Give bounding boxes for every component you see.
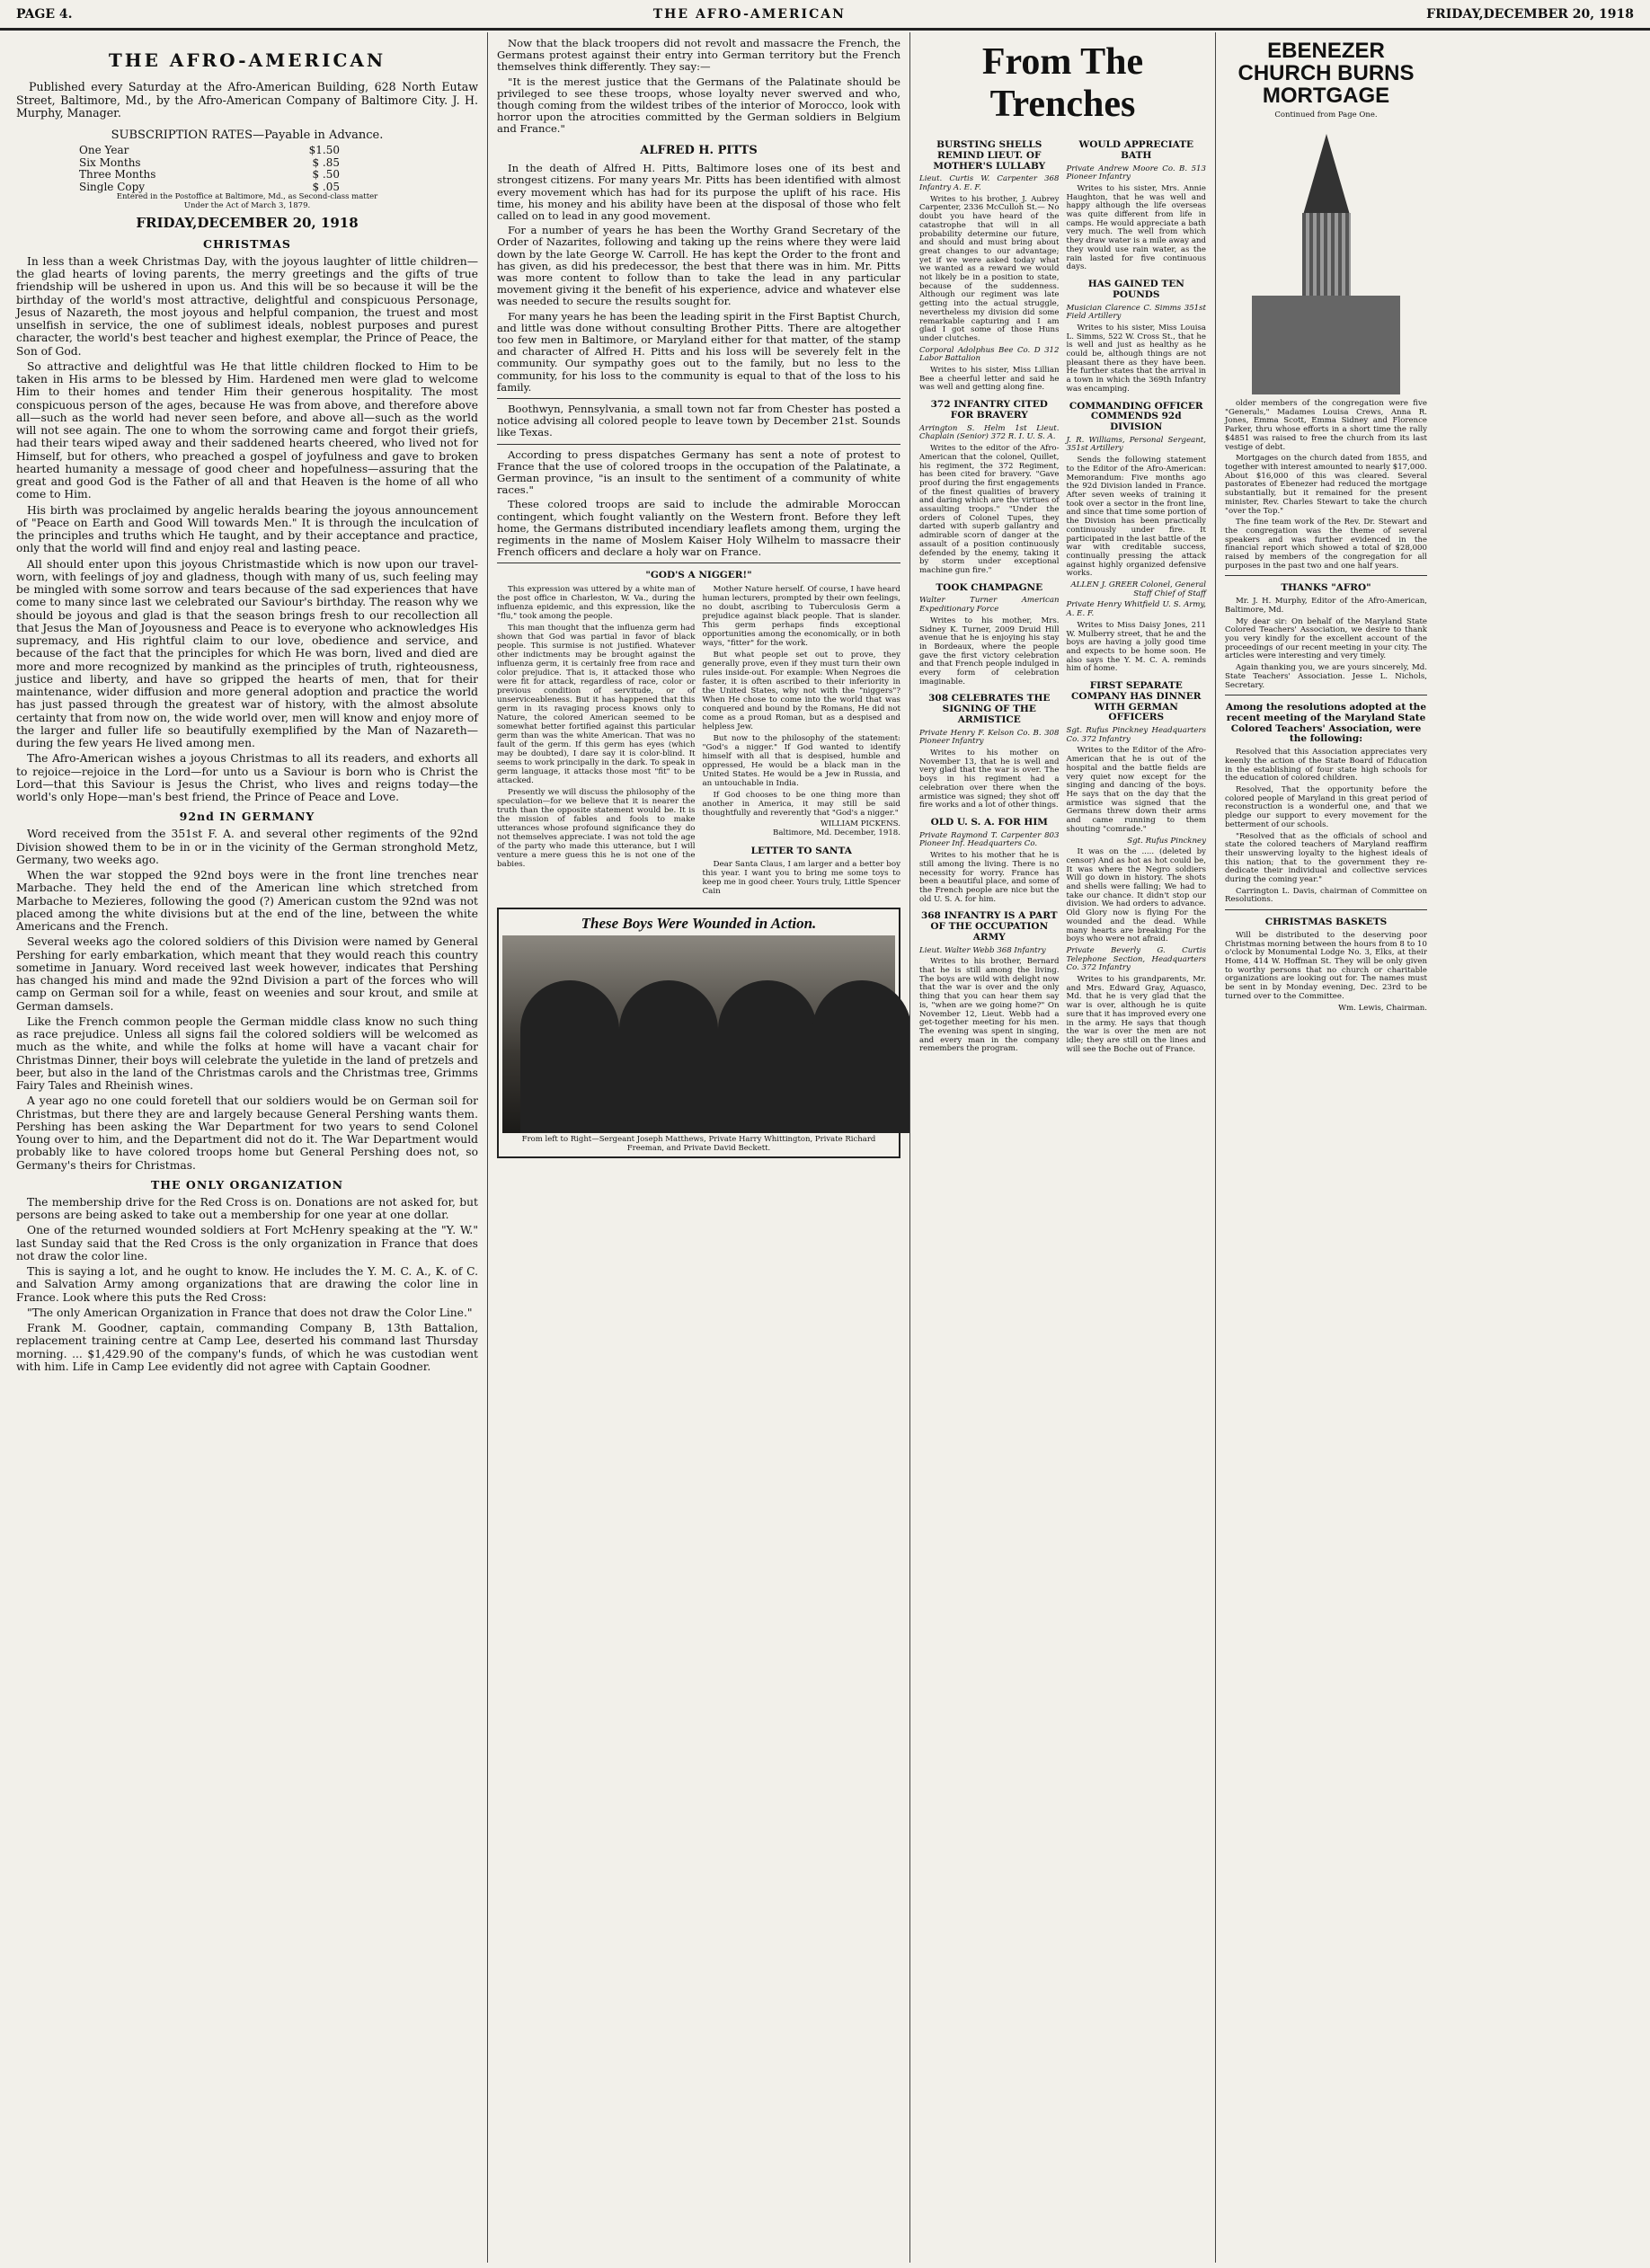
gods-signature-place: Baltimore, Md. December, 1918.	[773, 828, 900, 838]
act-notice: Under the Act of March 3, 1879.	[183, 200, 311, 210]
thanks-paragraph: Mr. J. H. Murphy, Editor of the Afro-American, Baltimore, Md.	[1225, 597, 1427, 615]
header-date: FRIDAY,DECEMBER 20, 1918	[1426, 6, 1634, 22]
letter-byline: Private Raymond T. Carpenter 803 Pioneer Inf. Headquarters Co.	[919, 830, 1060, 849]
germany-headline: 92nd IN GERMANY	[179, 810, 315, 824]
continued-note: Continued from Page One.	[1274, 110, 1378, 120]
letter-headline: WOULD APPRECIATE BATH	[1078, 139, 1194, 161]
gods-article	[497, 585, 900, 899]
church-paragraph: older members of the congregation were five "Generals," Madames Louisa Crews, Anna R. Jones, Emma Scott, Emma Sidney and Florence Parker, thru whose efforts in a short time the rally $4851 was raised to free the church from its last vestige of debt.	[1225, 399, 1427, 452]
black-troopers-intro: Now that the black troopers did not revolt and massacre the French, the Germans protest against their entry into German territory but the French themselves think differently. They say:—	[497, 37, 900, 74]
letter-text: Writes to his grandparents, Mr. and Mrs. Edward Gray, Aquasco, Md. that he is very glad that the war is over, although he is quite sure that it has improved every one in the army. He says that though the war is over the men are not idle; they are still on the lines and will see the Boche out of France.	[1066, 975, 1206, 1054]
church-paragraph: Mortgages on the church dated from 1855, and together with interest amounted to nearly $17,000. About $16,000 of this was cleared. Several pastorates of Ebenezer had reduced the mortgage substantially, but it remained for the present minister, Rev. Charles Stewart to take the church "over the Top."	[1225, 454, 1427, 516]
subscription-rates	[79, 145, 340, 193]
church-headline: EBENEZER CHURCH BURNS MORTGAGE	[1238, 39, 1415, 109]
soldier-figure	[619, 980, 718, 1133]
dateline: FRIDAY,DECEMBER 20, 1918	[136, 215, 359, 232]
letter-text: Writes to his sister, Mrs. Annie Haughton, that he was well and happy although the life overseas was quite different from life in camps. He would appreciate a bath very much. The well from which they draw water is a mile away and they would use rain water, as the rain lasted for five continuous days.	[1066, 183, 1206, 272]
masthead: THE AFRO-AMERICAN	[108, 49, 386, 71]
letter-byline: ALLEN J. GREER Colonel, General Staff Chief of Staff	[1070, 580, 1206, 598]
subscription-title: SUBSCRIPTION RATES—Payable in Advance.	[111, 128, 384, 142]
letter-text: Writes to his mother, Mrs. Sidney K. Turner, 2009 Druid Hill avenue that he is enjoying his stay in Bordeaux, where the people gave the first victory celebration and that French people indulged in every form of celebration imaginable.	[919, 616, 1060, 687]
divider	[1225, 575, 1427, 576]
trenches-column	[910, 32, 1216, 2263]
christmas-headline: CHRISTMAS	[203, 236, 291, 251]
letter-headline: BURSTING SHELLS REMIND LIEUT. OF MOTHER'S LULLABY	[933, 139, 1046, 172]
divider	[497, 444, 900, 445]
wounded-photo-box	[497, 908, 900, 1158]
letter-headline: HAS GAINED TEN POUNDS	[1087, 279, 1184, 300]
letter-headline: FIRST SEPARATE COMPANY HAS DINNER WITH GERMAN OFFICERS	[1071, 680, 1202, 723]
thanks-headline: THANKS "AFRO"	[1281, 582, 1371, 594]
letter-text: Writes to his brother, J. Aubrey Carpenter, 2336 McCulloh St.— No doubt you have heard of the catastrophe that will in all probability determine our future, and should and must bring about great changes to our advantage; yet if we were asked today what we wanted as a reward we would not likely be in a position to state, because of the suddenness. Although our regiment was late getting into the actual struggle, nevertheless my division did some remarkable capturing and I am glad I got some of those Huns under clutches.	[919, 194, 1060, 343]
page-number: PAGE 4.	[16, 6, 73, 22]
church-paragraph: The fine team work of the Rev. Dr. Stewart and the congregation was the theme of several speakers and was further evidenced in the financial report which showed a total of $28,000 raised by members of the congregation for all purposes in the past two and one half years.	[1225, 518, 1427, 571]
gods-signature: WILLIAM PICKENS.	[820, 819, 900, 829]
columns	[7, 32, 1643, 2263]
organization-headline: THE ONLY ORGANIZATION	[150, 1177, 344, 1192]
resolution-paragraph: "Resolved that as the officials of school and state the colored teachers of Maryland reaffirm their unswerving loyalty to the highest ideals of this nation; that to the government they re-dedicate their individual and collective services during the coming year."	[1225, 831, 1427, 885]
letter-headline: COMMANDING OFFICER COMMENDS 92d DIVISION	[1069, 400, 1203, 433]
letter-byline: Lieut. Curtis W. Carpenter 368 Infantry A. E. F.	[919, 174, 1060, 193]
letter-byline: Walter Turner American Expeditionary Force	[919, 596, 1060, 615]
dispatch-item: These colored troops are said to include the admirable Moroccan contingent, which fought valiantly on the Western front. Before they left home, the Germans distributed incendiary leaflets among them, urging the regiments in the name of Moslem Kaiser Holy Wilhelm to massacre their French officers and declare a holy war on France.	[497, 498, 900, 559]
resolution-paragraph: Resolved that this Association appreciates very keenly the action of the State Board of Education in the establishing of four state high schools for the education of colored children.	[1225, 748, 1427, 784]
letter-byline: Private Beverly G. Curtis Telephone Section, Headquarters Co. 372 Infantry	[1066, 945, 1206, 973]
church-spire	[1303, 134, 1350, 215]
soldier-figure	[812, 980, 910, 1133]
letter-byline: Sgt. Rufus Pinckney Headquarters Co. 372 Infantry	[1066, 726, 1206, 744]
church-column	[1216, 32, 1436, 2263]
trenches-title: From The Trenches	[981, 41, 1144, 126]
baskets-signature: Wm. Lewis, Chairman.	[1338, 1003, 1427, 1013]
trenches-right	[1067, 133, 1207, 1057]
letter-text: Writes to the editor of the Afro-American that the colonel, Quillet, his regiment, the 372 Regiment, has been cited for bravery. "Gave proof during the first engagements of the finest qualities of bravery and daring which are the virtues of assaulting troops." "Under the orders of Colonel Tupes, they darted with superb gallantry and admirable scorn of danger at the assault of a position continuously defended by the enemy, taking it by storm under exceptional machine gun fire."	[919, 444, 1060, 575]
santa-letter: Dear Santa Claus, I am larger and a better boy this year. I want you to bring me some toys to keep me in good cheer. Yours truly, Little Spencer Cain	[702, 860, 900, 897]
letter-headline: 368 INFANTRY IS A PART OF THE OCCUPATION ARMY	[920, 910, 1058, 943]
gods-article-right: Mother Nature herself. Of course, I have heard human lecturers, prompted by their own feelings, no doubt, ascribing to Tuberculosis Germ a prejudice against black people. That is slander. This germ perhaps finds exceptional opportunities among the economically, or in both ways, "fitter" for the work. But what people set out to prove, they generally prove, even if they must turn their own rules inside-out. For example: When Negroes die faster, it is often ascribed to their inferiority in the United States, why not with the "niggers"? When He chose to come into the world that was conquered and bound by the Romans, He did not come as a proud Roman, but as a despised and helpless Jew. But now to the philosophy of the statement: "God's a nigger." If God wanted to identify himself with all that is despised, humble and oppressed, He would be a black man in the United States. He would be a Jew in Russia, and an untouchable in India. If God chooses to be one thing more than another in America, it may still be said thoughtfully and reverently that "God's a nigger." WILLIAM PICKENS. Baltimore, Md. December, 1918. LETTER TO SANTA Dear Santa Claus, I am larger and a better boy this year. I want you to bring me some toys to keep me in good cheer. Yours truly, Little Spencer Cain	[702, 585, 900, 897]
dispatch-item: According to press dispatches Germany has sent a note of protest to France that the use of colored troops in the occupation of the Palatinate, a German province, "is an insult to the sentiment of a community of white races."	[497, 447, 900, 497]
boothwyn-item: Boothwyn, Pennsylvania, a small town not far from Chester has posted a notice advising all colored people to leave town by December 21st. Sounds like Texas.	[497, 403, 900, 439]
church-building	[1252, 296, 1400, 394]
letter-byline: Private Andrew Moore Co. B. 513 Pioneer Infantry	[1066, 164, 1206, 182]
letter-byline: Lieut. Walter Webb 368 Infantry	[919, 945, 1046, 955]
pitts-headline: ALFRED H. PITTS	[640, 143, 758, 157]
rate-row: Single Copy $ .05	[79, 180, 340, 193]
photo-title: These Boys Were Wounded in Action.	[581, 915, 817, 933]
baskets-paragraph: Will be distributed to the deserving poor Christmas morning between the hours from 8 to 10 o'clock by Monumental Lodge No. 3, Elks, at their Home, 414 W. Hoffman St. They will be only given to worthy persons that no church or charitable organizations are looking out for. The names must be sent in by Monday evening, Dec. 23rd to be turned over to the Committee.	[1225, 930, 1427, 1001]
letter-byline: Sgt. Rufus Pinckney	[1127, 836, 1206, 846]
entered-notice: Entered in the Postoffice at Baltimore, Md., as Second-class matter	[116, 192, 378, 202]
letter-headline: TOOK CHAMPAGNE	[936, 581, 1043, 593]
black-troopers-quote: "It is the merest justice that the Germans of the Palatinate should be privileged to see these troops, whose loyalty never swerved and who, though coming from the wildest tribes of the interior of Morocco, look with horror upon the atrocities committed by the German soldiers in Belgium and France."	[497, 75, 900, 136]
letter-text: Writes to the Editor of the Afro-American that he is out of the hospital and the battle fields are very quiet now except for the singing and dancing of the boys. He says that on the day that the armistice was signed that the Germans threw down their arms and came running to them shouting "comrade."	[1066, 746, 1206, 834]
photo-caption: From left to Right—Sergeant Joseph Matthews, Private Harry Whittington, Private Richard Freeman, and Private David Beckett.	[521, 1135, 876, 1153]
thanks-paragraph: My dear sir: On behalf of the Maryland State Colored Teachers' Association, we desire to thank you very kindly for the excellent account of the proceedings of our recent meeting in your city. The articles were interesting and very timely.	[1225, 616, 1427, 661]
letter-byline: J. R. Williams, Personal Sergeant, 351st Artillery	[1066, 435, 1206, 454]
church-illustration	[1243, 125, 1409, 394]
divider	[1225, 909, 1427, 910]
second-column	[488, 32, 910, 2263]
trenches-left	[919, 133, 1060, 1057]
letter-byline: Private Henry Whitfield U. S. Army, A. E. F.	[1066, 600, 1206, 619]
header-paper-name: THE AFRO-AMERICAN	[652, 6, 846, 22]
santa-headline: LETTER TO SANTA	[750, 845, 852, 856]
letter-text: Writes to his mother that he is still among the living. There is no necessity for worry. France has been a beautiful place, and some of the French people are nice but the old U. S. A. for him.	[919, 851, 1060, 904]
letter-text: Writes to his brother, Bernard that he is still among the living. The boys are wild with delight now that the war is over and the only thing that you can hear them say is, "when are we going home?" On November 12, Lieut. Webb had a get-together meeting for his men. The evening was spent in singing, and every man in the company remembers the program.	[919, 957, 1060, 1054]
rate-row: Three Months $ .50	[79, 168, 340, 182]
letter-headline: OLD U. S. A. FOR HIM	[930, 817, 1048, 828]
resolutions-headline: Among the resolutions adopted at the recent meeting of the Maryland State Colored Teachers' Association, were the following:	[1226, 702, 1426, 745]
publisher-info: Published every Saturday at the Afro-American Building, 628 North Eutaw Street, Baltimore, Md., by the Afro-American Company of Baltimore City. J. H. Murphy, Manager.	[16, 80, 478, 120]
letter-byline: Private Henry F. Kelson Co. B. 308 Pioneer Infantry	[919, 728, 1060, 747]
divider	[497, 398, 900, 399]
letter-text: Writes to Miss Daisy Jones, 211 W. Mulberry street, that he and the boys are having a jolly good time and expects to be home soon. He also says the Y. M. C. A. reminds him of home.	[1066, 620, 1206, 674]
letter-text: Writes to his sister, Miss Lillian Bee a cheerful letter and said he was well and getting along fine.	[919, 366, 1060, 393]
editorial-column	[7, 32, 488, 2263]
page-header	[0, 0, 1650, 31]
germany-article: Word received from the 351st F. A. and several other regiments of the 92nd Division showed them to be in or in the vicinity of the German stronghold Metz, Germany, two weeks ago. When the war stopped the 92nd boys were in the front line trenches near Marbache. They held the end of the American line which stretched from Marbache to Mezieres, following the good (?) American custom the 92nd was not placed among the white divisions but at the end of the line, between the white Americans and the French. Several weeks ago the colored soldiers of this Division were named by General Pershing for early embarkation, which meant that they would reach this country sometime in January. Word received last week however, indicates that Pershing has changed his mind and made the 92nd Division a part of the forces who will camp on German soil for a while, feast on weenies and sour krout, and smile at German damsels. Like the French common people the German middle class know no such thing as race prejudice. Unless all signs fail the colored soldiers will be welcomed as much as the white, and while the folks at home will have a vacant chair for Christmas Dinner, their boys will celebrate the yuletide in the land of pretzels and beer, but also in the land of the Christmas carols and the Christmas tree, Grimms Fairy Tales and Rheinish wines. A year ago no one could foretell that our soldiers would be on German soil for Christmas, but there they are and largely because General Pershing wants them. Pershing has been asking the War Department for two years to send Colonel Young over to him, and the Department did not do it. The War Department would probably like to have colored troops home but General Pershing does not, so Germany's theirs for Christmas.	[16, 828, 478, 1172]
pitts-article: In the death of Alfred H. Pitts, Baltimore loses one of its best and strongest citizens. For many years Mr. Pitts has been identified with almost every movement which has had for its purpose the uplift of his race. His time, his money and his ability have been at the disposal of those who felt called on to lead in any good movement. For a number of years he has been the Worthy Grand Secretary of the Order of Nazarites, following and taking up the reins where they were laid down by the late George W. Carroll. He has kept the Order to the front and has given, as did his predecessor, the best that there was in him. Mr. Pitts was more content to follow than to take the lead in any particular movement giving it the benefit of his experience, advice and whatever else was needed to secure the results sought for. For many years he has been the leading spirit in the First Baptist Church, and little was done without consulting Brother Pitts. There are altogether too few men in Baltimore, or Maryland either for that matter, of the stamp and character of Alfred H. Pitts and his loss will be severely felt in the community. Our sympathy goes out to the family, but no less to the community, for his loss to the community is equal to that of the loss to his family.	[497, 162, 900, 394]
gods-article-left: This expression was uttered by a white man of the post office in Charleston, W. Va., during the influenza epidemic, and this expression, like the "flu," took among the people. This man thought that the influenza germ had shown that God was partial in favor of black people. This surmise is not justified. Whatever other indictments may be brought against the influenza germ, it is certainly free from race and color prejudice. That is, it attacked those who were fit for attack, regardless of race, color or previous condition of servitude, or of unserviceableness. But it has happened that this germ in its ravaging process knows only to Nature, the colored American seemed to be somewhat better fortified against this particular germ than was the white American. That was no fault of the germ. If this germ has eyes (which may be doubted), I dare say it is color-blind. It seems to work principally in the dark. To speak in germ language, it attacks those most "fit" to be attacked. Presently we will discuss the philosophy of the speculation—for we believe that it is nearer the truth than the opposite statement would be. It is the mission of fables and fools to make utterances whose profound significance they do not themselves appreciate. I was not told the age of the party who made this utterance, but I will venture a mere guess this he is not one of the babies.	[497, 585, 696, 870]
soldier-figure	[520, 980, 619, 1133]
trenches-letters	[919, 133, 1206, 1057]
christmas-article: In less than a week Christmas Day, with the joyous laughter of little children—the glad hearts of loving parents, the merry greetings and the gifts of true friendship will be ushered in upon us. And this will be so because it will be the birthday of the world's most attractive, delightful and conspicuous Personage, Jesus of Nazareth, the most joyous and helpful companion, the truest and most unselfish in service, the one of sublimest ideals, noblest purposes and purest character, the world's best teacher and highest exemplar, the Prince of Peace, the Son of God. So attractive and delightful was He that little children flocked to Him to be taken in His arms to be blessed by Him. Hardened men were glad to welcome Him to their homes and tender Him their generous hospitality. The most conspicuous person of the ages, because He was from above, and therefore above all—such as the world had never seen before, and above all—such as the world will not see again. The one to whom the sorrowing came and forgot their griefs, had their tears wiped away and their saddened hearts cheered, who lived not for Himself, but for others, who preached a gospel of joyfulness and gave to broken hearted humanity a message of good cheer and hopefulness—assuring that the great and good God is the Father of all and that Heaven is the home of all who come to Him. His birth was proclaimed by angelic heralds bearing the joyous announcement of "Peace on Earth and Good Will towards Men." It is through the inculcation of the principles and truths which He taught, and by their acceptance and practice, only that the world will find and enjoy real and lasting peace. All should enter upon this joyous Christmastide which is now upon our travel-worn, with feelings of joy and gladness, though with many of us, such feeling may be mingled with some sorrow and tears because of the sad experiences that have come to many since last we celebrated our Saviour's birthday. The reason why we should be joyous and glad is that the season brings fresh to our recollection all that Jesus the Man of Joyousness and Peace is to everyone who acknowledges His supremacy, and His rightful claim to our love, obedience and service, and because of the fact that the principles for which He was born, lived and died are more and more recognized by mankind as the principles of truth, righteousness, justice and liberty, and have so gripped the hearts of men, that for their maintenance, wider diffusion and more general adoption and practice the world has just passed through the greatest war of history, with the almost absolute certainty that from now on, the wide world over, men will know and enjoy more of the larger and fuller life so beautifully exemplified by the Man of Nazareth—during the few years He lived among men. The Afro-American wishes a joyous Christmas to all its readers, and exhorts all to rejoice—rejoice in the Lord—for unto us a Saviour is born who is Christ the Lord—that this Saviour is Jesus the Christ, who lives and reigns today—the world's only Hope—man's best friend, the Prince of Peace and Love.	[16, 254, 478, 804]
letter-headline: 372 INFANTRY CITED FOR BRAVERY	[930, 399, 1048, 421]
letter-headline: 308 CELEBRATES THE SIGNING OF THE ARMISTICE	[928, 693, 1051, 725]
resolution-paragraph: Resolved, That the opportunity before the colored people of Maryland in this great period of reconstruction is a wonderful one, and that we pledge our support to every movement for the betterment of our schools.	[1225, 785, 1427, 829]
rate-row: Six Months $ .85	[79, 155, 340, 169]
soldier-figure	[718, 980, 817, 1133]
letter-byline: Arrington S. Helm 1st Lieut. Chaplain (Senior) 372 R. I. U. S. A.	[919, 423, 1060, 442]
baskets-headline: CHRISTMAS BASKETS	[1264, 917, 1388, 928]
letter-text: Writes to his mother on November 13, that he is well and very glad that the war is over. The boys in his regiment had a celebration over there when the armistice was signed; they shot off fire works and a lot of other things.	[919, 749, 1060, 811]
poem-text: It was on the ..... (deleted by censor) And as hot as hot could be, It was where the Negro soldiers Will go down in history. The shots and shells were falling; We had to take our chance. It didn't stop our division. We had orders to advance. Old Glory now is flying For the wounded and the dead. While many hearts are breaking For the boys who were not afraid.	[1066, 847, 1206, 944]
letter-byline: Musician Clarence C. Simms 351st Field Artillery	[1066, 303, 1206, 322]
letter-byline: Corporal Adolphus Bee Co. D 312 Labor Battalion	[919, 345, 1060, 364]
thanks-paragraph: Again thanking you, we are yours sincerely, Md. State Teachers' Association. Jesse L. Nichols, Secretary.	[1225, 663, 1427, 690]
gods-headline: "GOD'S A NIGGER!"	[645, 570, 752, 581]
letter-text: Writes to his sister, Miss Louisa L. Simms, 522 W. Cross St., that he is well and just as healthy as he could be, although things are not pleasant there as they have been. He further states that the arrival in a town in which the 369th Infantry was encamping.	[1066, 323, 1206, 394]
soldiers-photo	[502, 935, 895, 1133]
organization-article: The membership drive for the Red Cross is on. Donations are not asked for, but persons are being asked to take out a membership for one year at one dollar. One of the returned wounded soldiers at Fort McHenry speaking at the "Y. W." last Sunday said that the Red Cross is the only organization in France that does not draw the color line. This is saying a lot, and he ought to know. He includes the Y. M. C. A., K. of C. and Salvation Army among organizations that are drawing the color line in France. Look where this puts the Red Cross: "The only American Organization in France that does not draw the Color Line." Frank M. Goodner, captain, commanding Company B, 13th Battalion, replacement training centre at Camp Lee, deserted his command last Thursday morning. ... $1,429.90 of the company's funds, of which he was custodian went with him. Life in Camp Lee evidently did not agree with Captain Goodner.	[16, 1195, 478, 1373]
rate-row: One Year $1.50	[79, 144, 340, 157]
letter-text: Sends the following statement to the Editor of the Afro-American: Memorandum: Five months ago the 92d Division landed in France. After seven weeks of training it took over a sector in the front line, and since that time some portion of the Division has been practically continuously under fire. It participated in the last battle of the war with creditable success, continually pressing the attack against highly organized defensive works.	[1066, 456, 1206, 579]
resolution-signature: Carrington L. Davis, chairman of Committee on Resolutions.	[1225, 886, 1427, 905]
